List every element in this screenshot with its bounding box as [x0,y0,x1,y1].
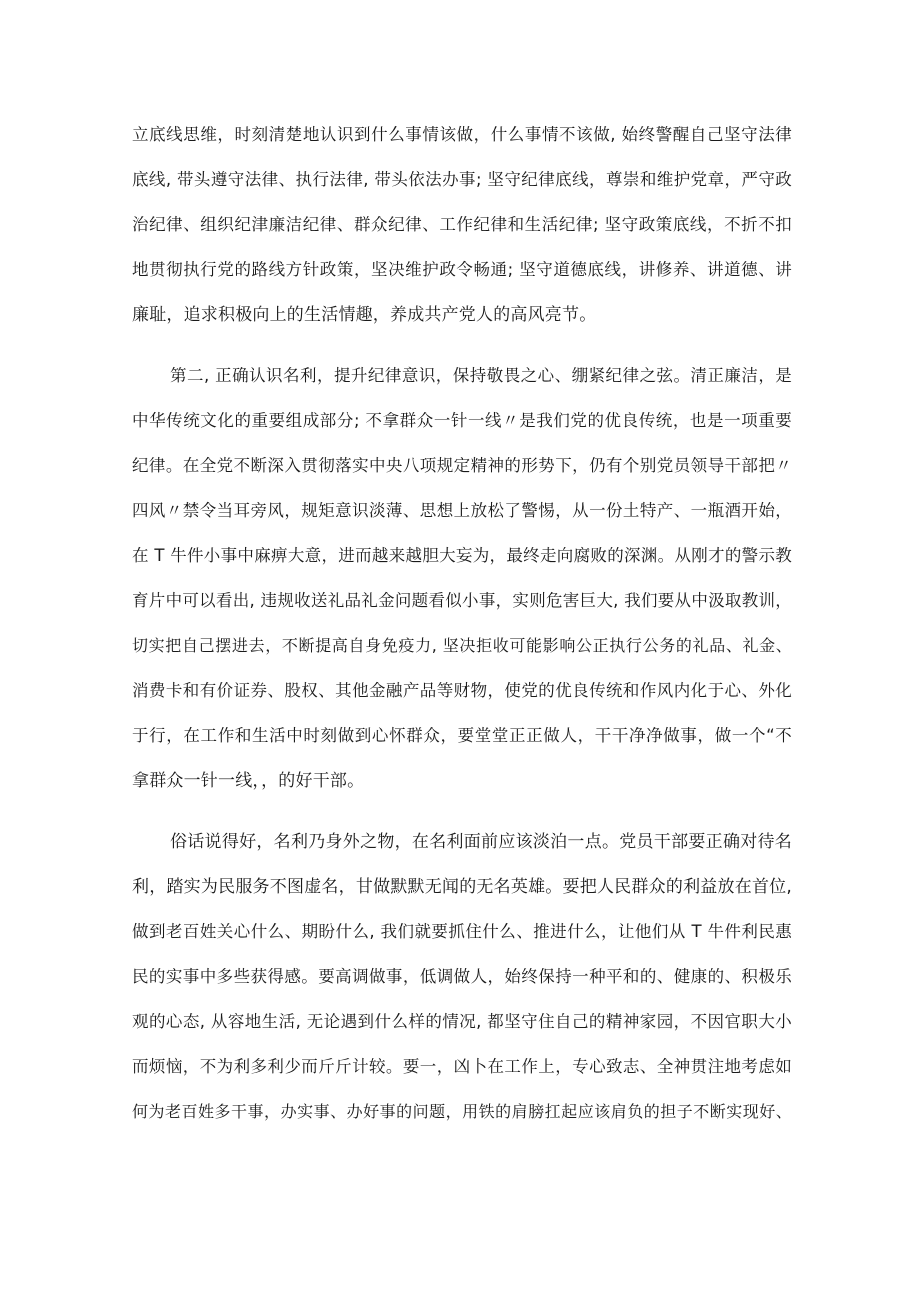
paragraph-1-line-4: 地贯彻执行党的路线方针政策，坚决维护政令畅通; 坚守道德底线，讲修养、讲道德、讲 [132,260,792,279]
paragraph-3-line-6: 而烦恼，不为利多利少而斤斤计较。要一，凶卜在工作上，专心致志、全神贯注地考虑如 [132,1057,792,1076]
paragraph-2-line-2: 中华传统文化的重要组成部分; 不拿群众一针一线〃是我们党的优良传统，也是一项重要 [132,411,792,430]
paragraph-2-line-9: 于行，在工作和生活中时刻做到心怀群众，要堂堂正正做人，干干净净做事，做一个“不 [132,726,792,745]
paragraph-2-line-1: 第二, 正确认识名利，提升纪律意识，保持敬畏之心、绷紧纪律之弦。清正廉洁，是 [170,366,792,385]
paragraph-1-line-5: 廉耻，追求积极向上的生活情趣，养成共产党人的高风亮节。 [132,305,597,325]
paragraph-3-line-7: 何为老百姓多干事，办实事、办好事的问题，用铁的肩膀扛起应该肩负的担子不断实现好、 [132,1102,792,1121]
paragraph-3-line-2: 利，踏实为民服务不图虚名，甘做默默无闻的无名英雄。要把人民群众的利益放在首位, [132,877,792,897]
paragraph-2-line-6: 育片中可以看出, 违规收送礼品礼金问题看似小事，实则危害巨大, 我们要从中汲取教训， [132,591,792,610]
paragraph-1-line-2: 底线, 带头遵守法律、执行法律, 带头依法办事; 坚守纪律底线，尊崇和维护党章，严守政 [132,170,792,189]
paragraph-2-line-8: 消费卡和有价证券、股权、其他金融产品等财物，使党的优良传统和作风内化于心、外化 [132,681,792,700]
paragraph-3-line-4: 民的实事中多些获得感。要高调做事，低调做人，始终保持一种平和的、健康的、积极乐 [132,967,792,986]
paragraph-2-line-7: 切实把自己摆进去，不断提高自身免疫力, 坚决拒收可能影响公正执行公务的礼品、礼金、 [132,636,792,655]
paragraph-3-line-1: 俗话说得好，名利乃身外之物，在名利面前应该淡泊一点。党员干部要正确对待名 [170,832,792,852]
paragraph-1-line-3: 治纪律、组织纪津廉洁纪律、群众纪律、工作纪律和生活纪律; 坚守政策底线，不折不扣 [132,215,792,234]
paragraph-2-line-10: 拿群众一针一线，，的好干部。 [132,771,365,791]
paragraph-2-line-4: 四风〃禁令当耳旁风，规矩意识淡薄、思想上放松了警惕，从一份土特产、一瓶酒开始， [132,501,792,520]
paragraph-2-line-3: 纪律。在全党不断深入贯彻落实中央八项规定精神的形势下，仍有个别党员领导干部把〃 [132,456,792,475]
paragraph-1-line-1: 立底线思维，时刻清楚地认识到什么事情该做，什么事情不该做, 始终警醒自己坚守法律 [132,125,792,144]
paragraph-3-line-5: 观的心态, 从容地生活, 无论遇到什么样的情况, 都坚守住自己的精神家园，不因官职大小 [132,1012,792,1031]
paragraph-2-line-5: 在 T 牛件小事中麻痹大意，进而越来越胆大妄为，最终走向腐败的深渊。从刚才的警示教 [132,546,792,565]
paragraph-3-line-3: 做到老百姓关心什么、期盼什么, 我们就要抓住什么、推进什么，让他们从 T 牛件利民惠 [132,922,792,941]
